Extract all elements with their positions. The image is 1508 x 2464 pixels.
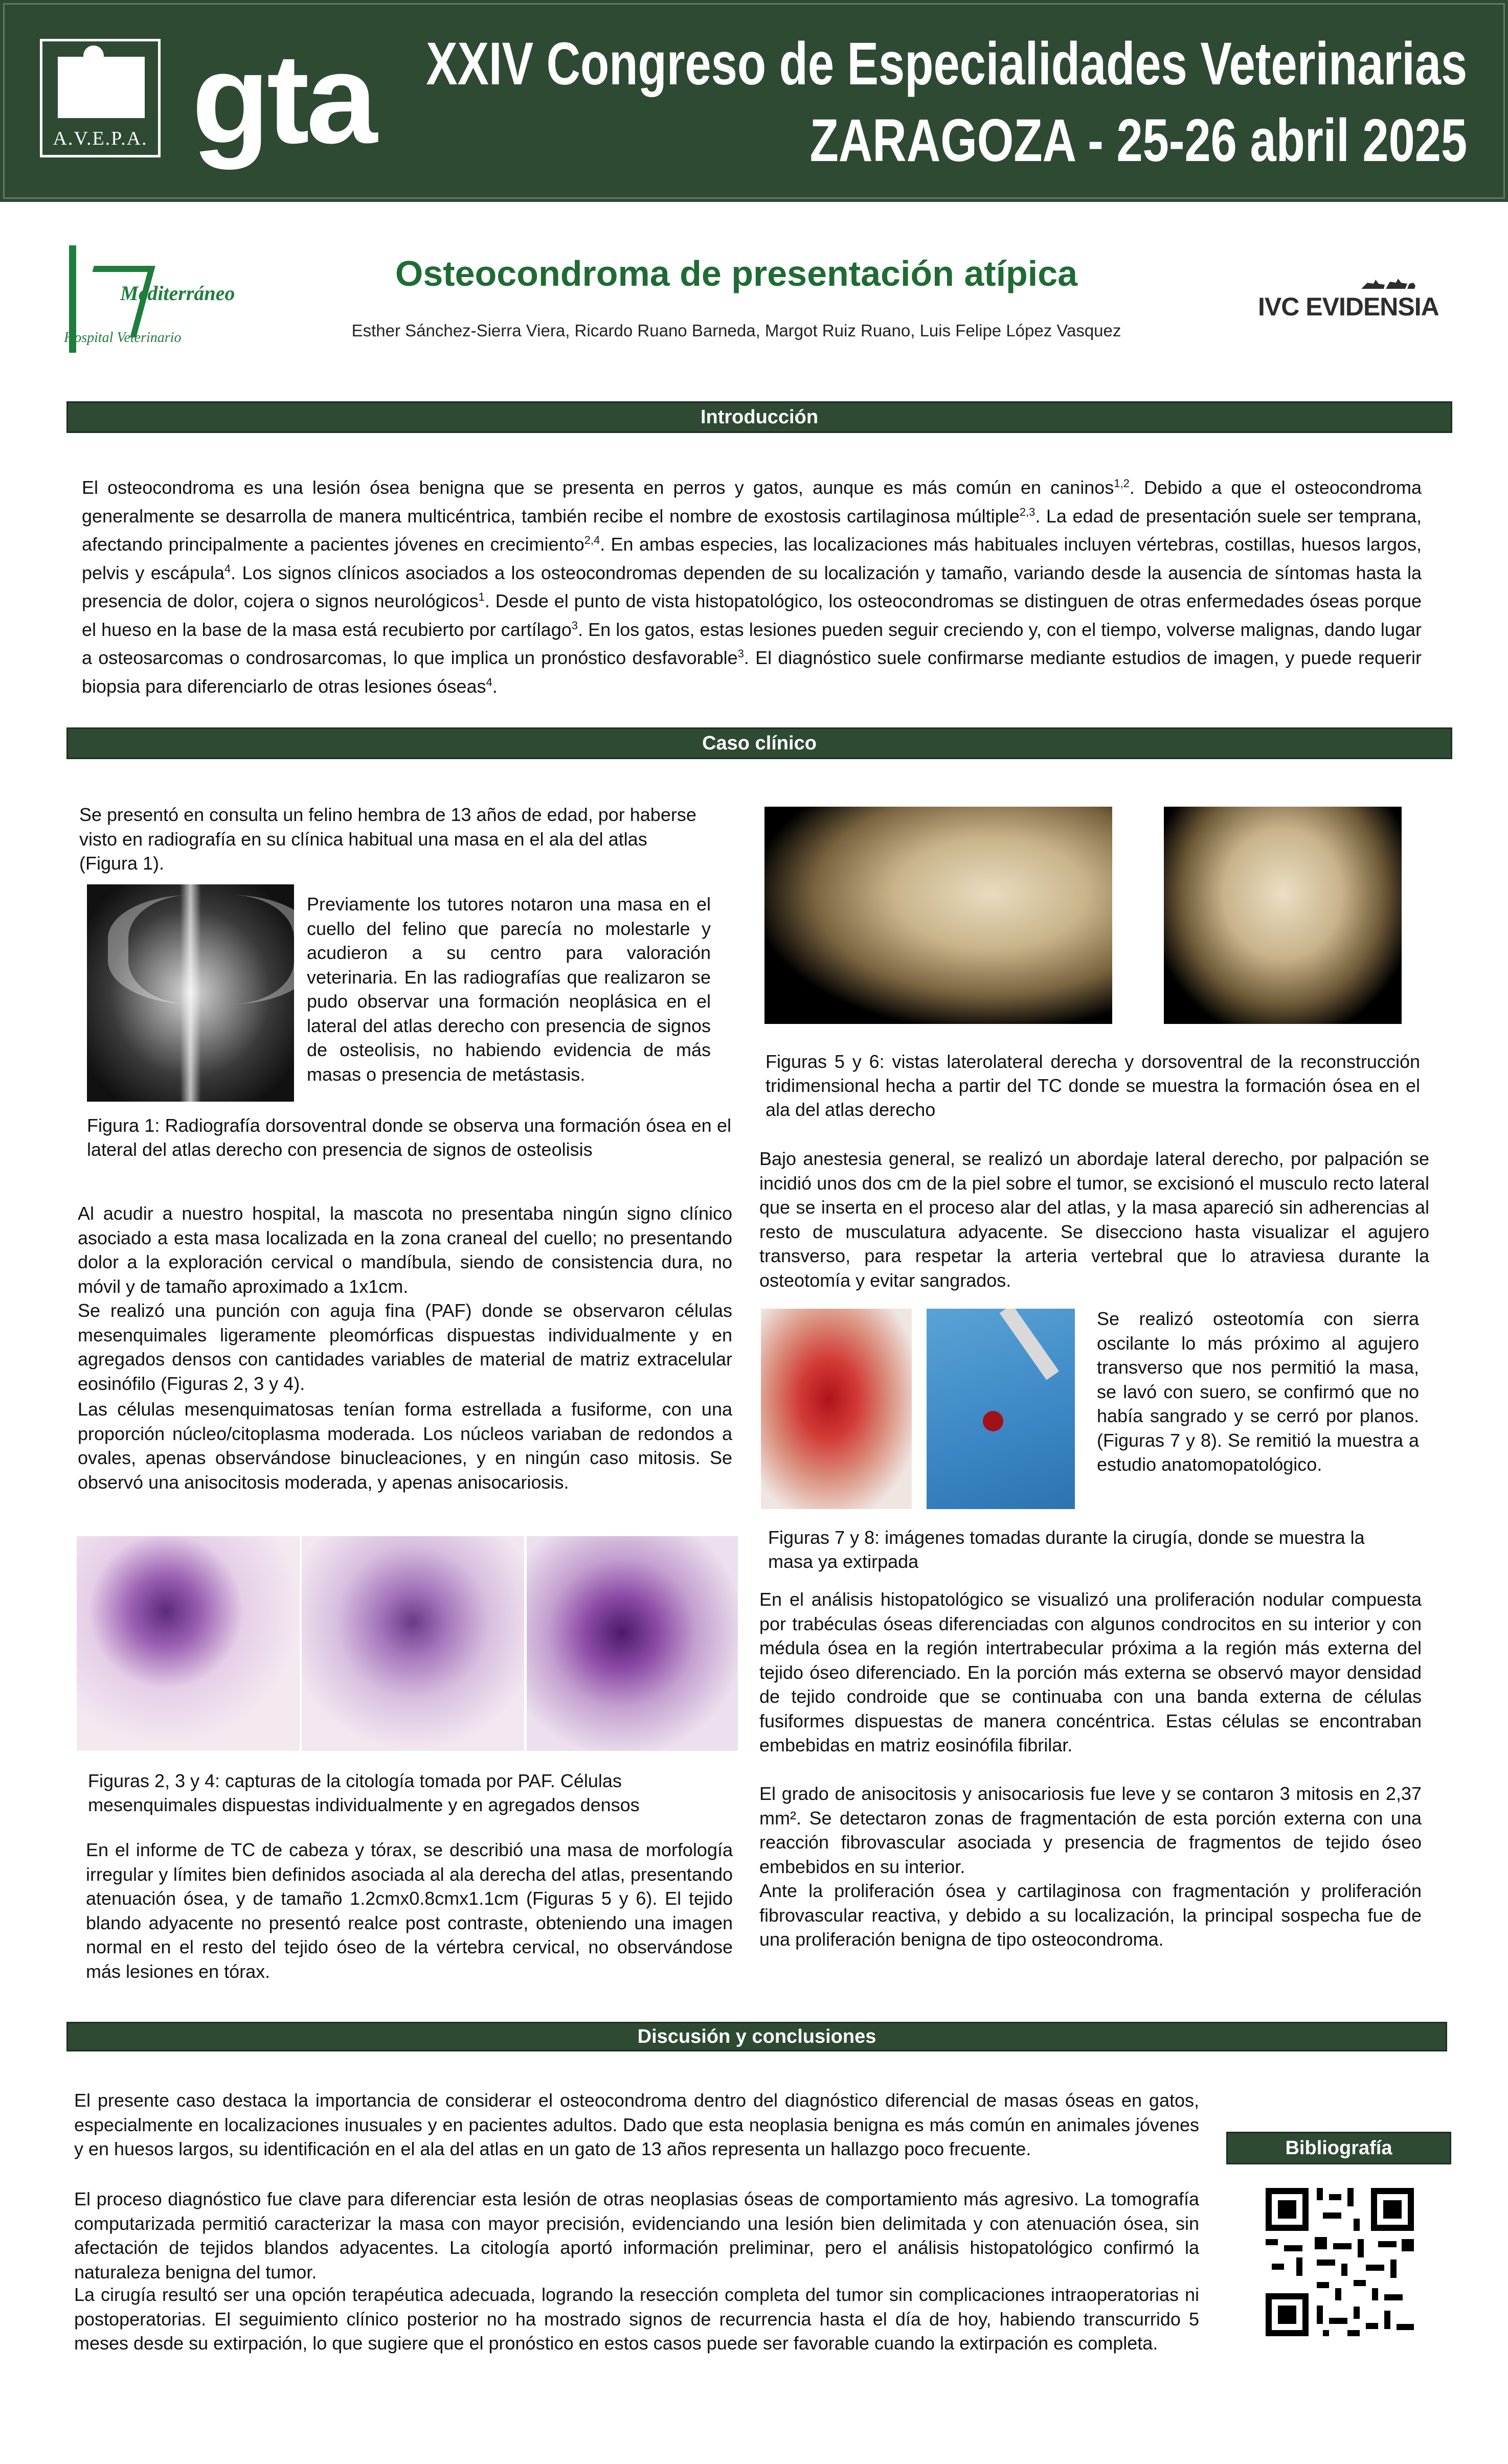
figure-8-excised-mass: [927, 1309, 1075, 1509]
case-cytology-paragraph: Se realizó una punción con aguja fina (PAF) donde se observaron células mesenquimales ligeramente pleomórficas dispuestas individualmente y en agregados densos con cantidades variables de material de matriz extracelular eosinófilo (Figuras 2, 3 y 4).: [78, 1300, 732, 1394]
case-history-paragraph: Previamente los tutores notaron una masa en el cuello del felino que parecía no molestarle y acudieron a su centro para valoración veterinaria. En las radiografías que realizaron se pudo observar una formación neoplásica en el lateral del atlas derecho con presencia de signos de osteolisis, no habiendo evidencia de más masas o presencia de metástasis.: [307, 894, 711, 1085]
surgery-paragraph: Bajo anestesia general, se realizó un abordaje lateral derecho, por palpación se incidió unos dos cm de la piel sobre el tumor, se excisionó el musculo recto lateral que se inserta en el proceso alar del atlas, y la masa apareció sin adherencias al resto de musculatura adyacente. Se disecciono hasta visualizar el agujero transverso, para respetar la arteria vertebral que lo atraviesa durante la osteotomía y evitar sangrados.: [759, 1148, 1429, 1291]
discussion-paragraph-2: El proceso diagnóstico fue clave para diferenciar esta lesión de otras neoplasias óseas de comportamiento más agresivo. La tomografía computarizada permitió caracterizar la masa con mayor precisión, evidenciando una lesión bien delimitada y con atenuación ósea, sin afectación de tejidos blandos adyacentes. La citología aportó información preliminar, pero el análisis histopatológico confirmó la naturaleza benigna del tumor.: [74, 2188, 1199, 2283]
case-cells-paragraph: Las células mesenquimatosas tenían forma estrellada a fusiforme, con una proporción núcleo/citoplasma moderada. Los núcleos variaban de redondos a ovales, apenas observándose binucleaciones, y en ningún caso mitosis. Se observó una anisocitosis moderada, y apenas anisocariosis.: [78, 1399, 732, 1493]
ivc-logo-text: IVC EVIDENSIA: [1258, 292, 1439, 321]
discussion-paragraph-1: El presente caso destaca la importancia de considerar el osteocondroma dentro del diagnóstico diferencial de masas óseas en gatos, especialmente en localizaciones inusuales y en pacientes adultos. Dado que esta neoplasia benigna es más común en animales jóvenes y en huesos largos, su identificación en el ala del atlas en un gato de 13 años representa un hallazgo poco frecuente.: [74, 2090, 1199, 2159]
figures-7-8-caption: Figuras 7 y 8: imágenes tomadas durante la cirugía, donde se muestra la masa ya extirpada: [768, 1527, 1365, 1572]
figure-4-cytology: [527, 1536, 738, 1751]
discussion-paragraph-3: La cirugía resultó ser una opción terapéutica adecuada, logrando la resección completa del tumor sin complicaciones intraoperatorias ni postoperatorias. El seguimiento clínico posterior no ha mostrado signos de recurrencia hasta el día de hoy, habiendo transcurrido 5 meses desde su extirpación, lo que sugiere que el pronóstico en estos casos puede ser favorable cuando la extirpación es completa.: [74, 2284, 1199, 2354]
histopathology-grade-paragraph: El grado de anisocitosis y anisocariosis fue leve y se contaron 3 mitosis en 2,37 mm². Se detectaron zonas de fragmentación de esta porción externa con una reacción fibrovascular asociada y presencia de fragmentos de tejido óseo embebidos en su interior.: [759, 1783, 1422, 1877]
section-header-bibliografia: Bibliografía: [1226, 2132, 1451, 2164]
avepa-logo: [40, 39, 161, 157]
figure-6-ct-reconstruction: [1164, 807, 1402, 1024]
figure-7-surgery: [761, 1309, 912, 1509]
section-header-introduccion: Introducción: [66, 401, 1452, 433]
hospital-logo-subtitle: Hospital Veterinario: [64, 330, 182, 346]
section-header-discusion: Discusión y conclusiones: [66, 2022, 1447, 2051]
figure-3-cytology: [302, 1536, 524, 1751]
figures-5-6-caption: Figuras 5 y 6: vistas laterolateral derecha y dorsoventral de la reconstrucción tridimensional hecha a partir del TC donde se muestra la formación ósea en el ala del atlas derecho: [766, 1051, 1420, 1120]
congress-title: XXIV Congreso de Especialidades Veterinarias: [426, 30, 1467, 98]
intro-paragraph: El osteocondroma es una lesión ósea benigna que se presenta en perros y gatos, aunque es más común en caninos$^{1,2}$. Debido a que el osteocondroma generalmente se desarrolla de manera multicéntrica, también recibe el nombre de exostosis cartilaginosa múltiple$^{2,3}$. La edad de presentación suele ser temprana, afectando principalmente a pacientes jóvenes en crecimiento$^{2,4}$. En ambas especies, las localizaciones más habituales incluyen vértebras, costillas, huesos largos, pelvis y escápula$^4$. Los signos clínicos asociados a los osteocondromas dependen de su localización y tamaño, variando desde la ausencia de síntomas hasta la presencia de dolor, cojera o signos neurológicos$^1$. Desde el punto de vista histopatológico, los osteocondromas se distinguen de otras enfermedades óseas porque el hueso en la base de la masa está recubierto por cartílago$^3$. En los gatos, estas lesiones pueden seguir creciendo y, con el tiempo, volverse malignas, dando lugar a osteosarcomas o condrosarcomas, lo que implica un pronóstico desfavorable$^3$. El diagnóstico suele confirmarse mediante estudios de imagen, y puede requerir biopsia para diferenciarlo de otras lesiones óseas$^4$.: [82, 477, 1422, 697]
hospital-logo-name: Mediterráneo: [120, 282, 235, 305]
figure-5-ct-reconstruction: [764, 807, 1112, 1024]
figure-1-caption: Figura 1: Radiografía dorsoventral donde se observa una formación ósea en el lateral del atlas derecho con presencia de signos de osteolisis: [87, 1115, 731, 1160]
avepa-animals-icon: [58, 57, 145, 118]
gta-brand: gta: [192, 27, 374, 170]
case-ct-paragraph: En el informe de TC de cabeza y tórax, se describió una masa de morfología irregular y límites bien definidos asociada al ala derecha del atlas, presentando atenuación ósea, y de tamaño 1.2cmx0.8cmx1.1cm (Figuras 5 y 6). El tejido blando adyacente no presentó realce post contraste, obteniendo una imagen normal en el resto del tejido óseo de la vértebra cervical, no observándose más lesiones en tórax.: [86, 1839, 733, 1982]
diagnosis-paragraph: Ante la proliferación ósea y cartilaginosa con fragmentación y proliferación fibrovascular reactiva, y debido a su localización, la principal sospecha fue de una proliferación benigna de tipo osteocondroma.: [759, 1880, 1422, 1950]
case-intro-paragraph: Se presentó en consulta un felino hembra de 13 años de edad, por haberse visto en radiografía en su clínica habitual una masa en el ala del atlas (Figura 1).: [79, 804, 696, 874]
figure-1-radiograph: [87, 884, 294, 1102]
qr-code-icon[interactable]: [1266, 2188, 1414, 2336]
poster-title: Osteocondroma de presentación atípica: [395, 254, 1078, 293]
poster-authors: Esther Sánchez-Sierra Viera, Ricardo Ruano Barneda, Margot Ruiz Ruano, Luis Felipe López Vasquez: [351, 321, 1121, 340]
case-exam-paragraph: Al acudir a nuestro hospital, la mascota no presentaba ningún signo clínico asociado a esta masa localizada en la zona craneal del cuello; no presentando dolor a la exploración cervical o mandíbula, siendo de consistencia dura, no móvil y de tamaño aproximado a 1x1cm.: [78, 1203, 732, 1297]
congress-location-date: ZARAGOZA - 25-26 abril 2025: [809, 107, 1467, 174]
avepa-logo-text: A.V.E.P.A.: [53, 128, 148, 149]
histopathology-paragraph: En el análisis histopatológico se visualizó una proliferación nodular compuesta por trabéculas óseas diferenciadas con algunos condrocitos en su interior y con médula ósea en la región intertrabecular próxima a la región más externa del tejido óseo diferenciado. En la porción más externa se observó mayor densidad de tejido condroide que se continuaba con una banda externa de células fusiformes dispuestas de manera concéntrica. Estas células se encontraban embebidas en matriz eosinófila fibrilar.: [759, 1589, 1422, 1755]
figures-2-3-4-caption: Figuras 2, 3 y 4: capturas de la citología tomada por PAF. Células mesenquimales dispuestas individualmente y en agregados densos: [88, 1770, 640, 1815]
figure-2-cytology: [77, 1536, 300, 1751]
section-header-caso-clinico: Caso clínico: [66, 727, 1452, 759]
osteotomy-paragraph: Se realizó osteotomía con sierra oscilante lo más próximo al agujero transverso que nos permitió la masa, se lavó con suero, se confirmó que no había sangrado y se cerró por planos. (Figuras 7 y 8). Se remitió la muestra a estudio anatomopatológico.: [1097, 1308, 1419, 1475]
